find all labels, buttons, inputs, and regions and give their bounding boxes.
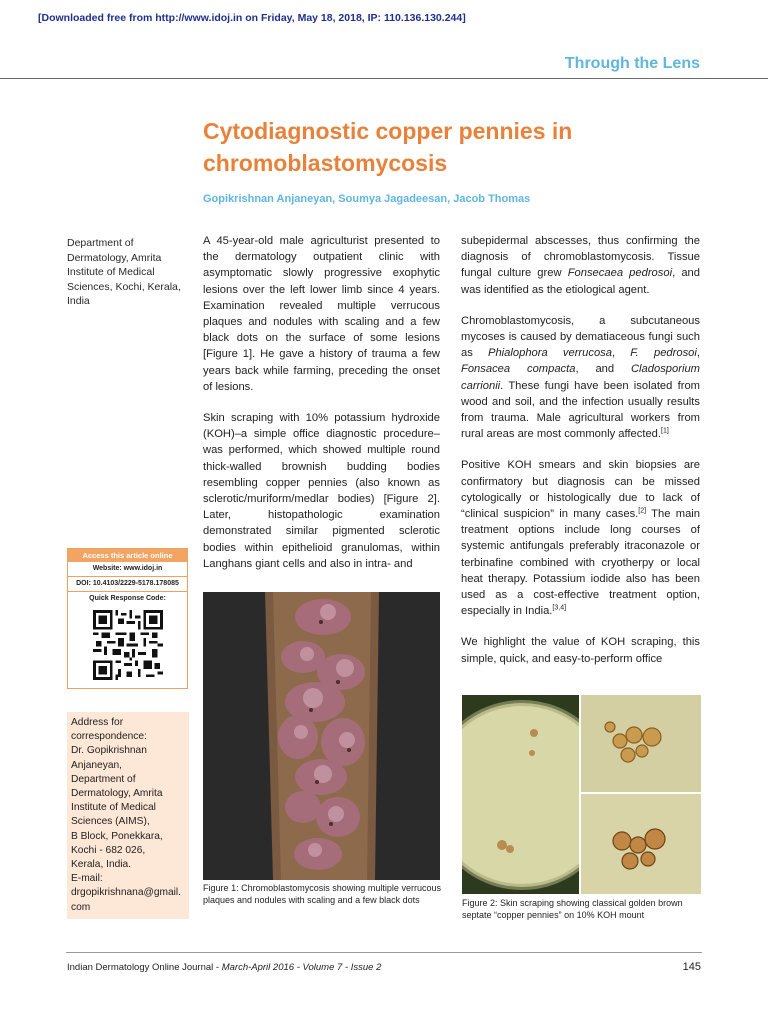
header-rule — [0, 78, 768, 79]
correspondence-address — [67, 712, 189, 919]
address-line: Dermatology, Amrita — [71, 788, 163, 800]
reference-link[interactable]: [3,4] — [552, 604, 567, 612]
address-line: Anjaneyan, — [71, 759, 122, 771]
body-column-2 — [461, 233, 700, 682]
body-column-1 — [203, 233, 440, 587]
website-link[interactable]: Website: www.idoj.in — [68, 562, 187, 577]
affiliation: Department of Dermatology, Amrita Institute of Medical Sciences, Kochi, Kerala, India — [67, 237, 181, 307]
article-title: Cytodiagnostic copper pennies in chromoblastomycosis — [203, 118, 573, 176]
paragraph: Chromoblastomycosis, a subcutaneous mycoses is caused by dematiaceous fungi such as Phialophora verrucosa, F. pedrosoi, Fonsacea compacta, and Cladosporium carrionii. These fungi have been isolated from wood and soil, and the infection usually results from trauma. Male agricultural workers from rural areas are most commonly affected.[1] — [461, 314, 700, 441]
page-number: 145 — [682, 961, 701, 973]
figure-1-caption: Figure 1: Chromoblastomycosis showing multiple verrucous plaques and nodules with scaling and a few black dots — [203, 883, 441, 905]
address-line: Kerala, India. — [71, 859, 132, 871]
footer-rule — [66, 952, 702, 953]
paragraph: subepidermal abscesses, thus confirming the diagnosis of chromoblastomycosis. Tissue fungal culture grew Fonsecaea pedrosoi, and was identified as the etiological agent. — [461, 235, 700, 296]
address-line: E-mail: — [71, 873, 103, 885]
email-link[interactable]: com — [71, 901, 91, 913]
address-line: Dr. Gopikrishnan — [71, 745, 147, 757]
paragraph: We highlight the value of KOH scraping, this simple, quick, and easy-to-perform office — [461, 636, 700, 665]
reference-link[interactable]: [1] — [661, 427, 669, 435]
figure-2-microscopy — [462, 695, 701, 894]
paragraph: A 45-year-old male agriculturist presented to the dermatology outpatient clinic with asymptomatic slowly progressive exophytic lesions over the left lower limb since 4 years. Examination revealed multiple verrucous plaques and nodules with scaling and a few black dots on the surface of some lesions [Figure 1]. He gave a history of trauma a few years back while farming, preceding the onset of lesions. — [203, 235, 440, 393]
qr-label: Quick Response Code: — [89, 595, 166, 602]
address-line: Address for — [71, 717, 124, 728]
footer-journal: Indian Dermatology Online Journal - March-April 2016 - Volume 7 - Issue 2 — [67, 962, 382, 973]
email-link[interactable]: drgopikrishnana@gmail. — [71, 887, 182, 899]
address-line: Institute of Medical — [71, 802, 156, 814]
address-line: correspondence: — [71, 731, 147, 743]
figure-2-caption: Figure 2: Skin scraping showing classical golden brown septate “copper pennies” on 10% KOH mount — [462, 898, 683, 920]
section-label: Through the Lens — [564, 55, 700, 72]
paragraph: Skin scraping with 10% potassium hydroxide (KOH)–a simple office diagnostic procedure–was performed, which showed multiple round thick-walled brownish budding bodies resembling copper pennies (also known as sclerotic/muriform/medlar bodies) [Figure 2]. Later, histopathologic examination demonstrated similar pigmented sclerotic bodies within epithelioid granulomas, within Langhans giant cells and also in intra- and — [203, 412, 440, 570]
access-article-box — [67, 548, 188, 689]
qr-code[interactable] — [93, 610, 163, 680]
paragraph: Positive KOH smears and skin biopsies are confirmatory but diagnosis can be missed cytologically or histologically due to lack of “clinical suspicion” in many cases.[2] The main treatment options include long courses of systemic antifungals preferably itraconazole or terbinafine combined with cryotherpy or local heat therapy. Potassium iodide also has been used as a cost-effective treatment option, especially in India.[3,4] — [461, 459, 701, 618]
reference-link[interactable]: [2] — [638, 507, 647, 515]
download-note: [Downloaded free from http://www.idoj.in on Friday, May 18, 2018, IP: 110.136.130.244] — [38, 12, 466, 24]
address-line: B Block, Ponekkara, — [71, 830, 163, 842]
access-heading: Access this article online — [68, 549, 187, 562]
address-line: Kochi - 682 026, — [71, 844, 146, 856]
figure-1-clinical-photo — [203, 592, 440, 880]
doi-link[interactable]: DOI: 10.4103/2229-5178.178085 — [68, 577, 187, 592]
address-line: Department of — [71, 773, 136, 785]
address-line: Sciences (AIMS), — [71, 816, 150, 828]
article-authors: Gopikrishnan Anjaneyan, Soumya Jagadeesan, Jacob Thomas — [203, 193, 531, 205]
